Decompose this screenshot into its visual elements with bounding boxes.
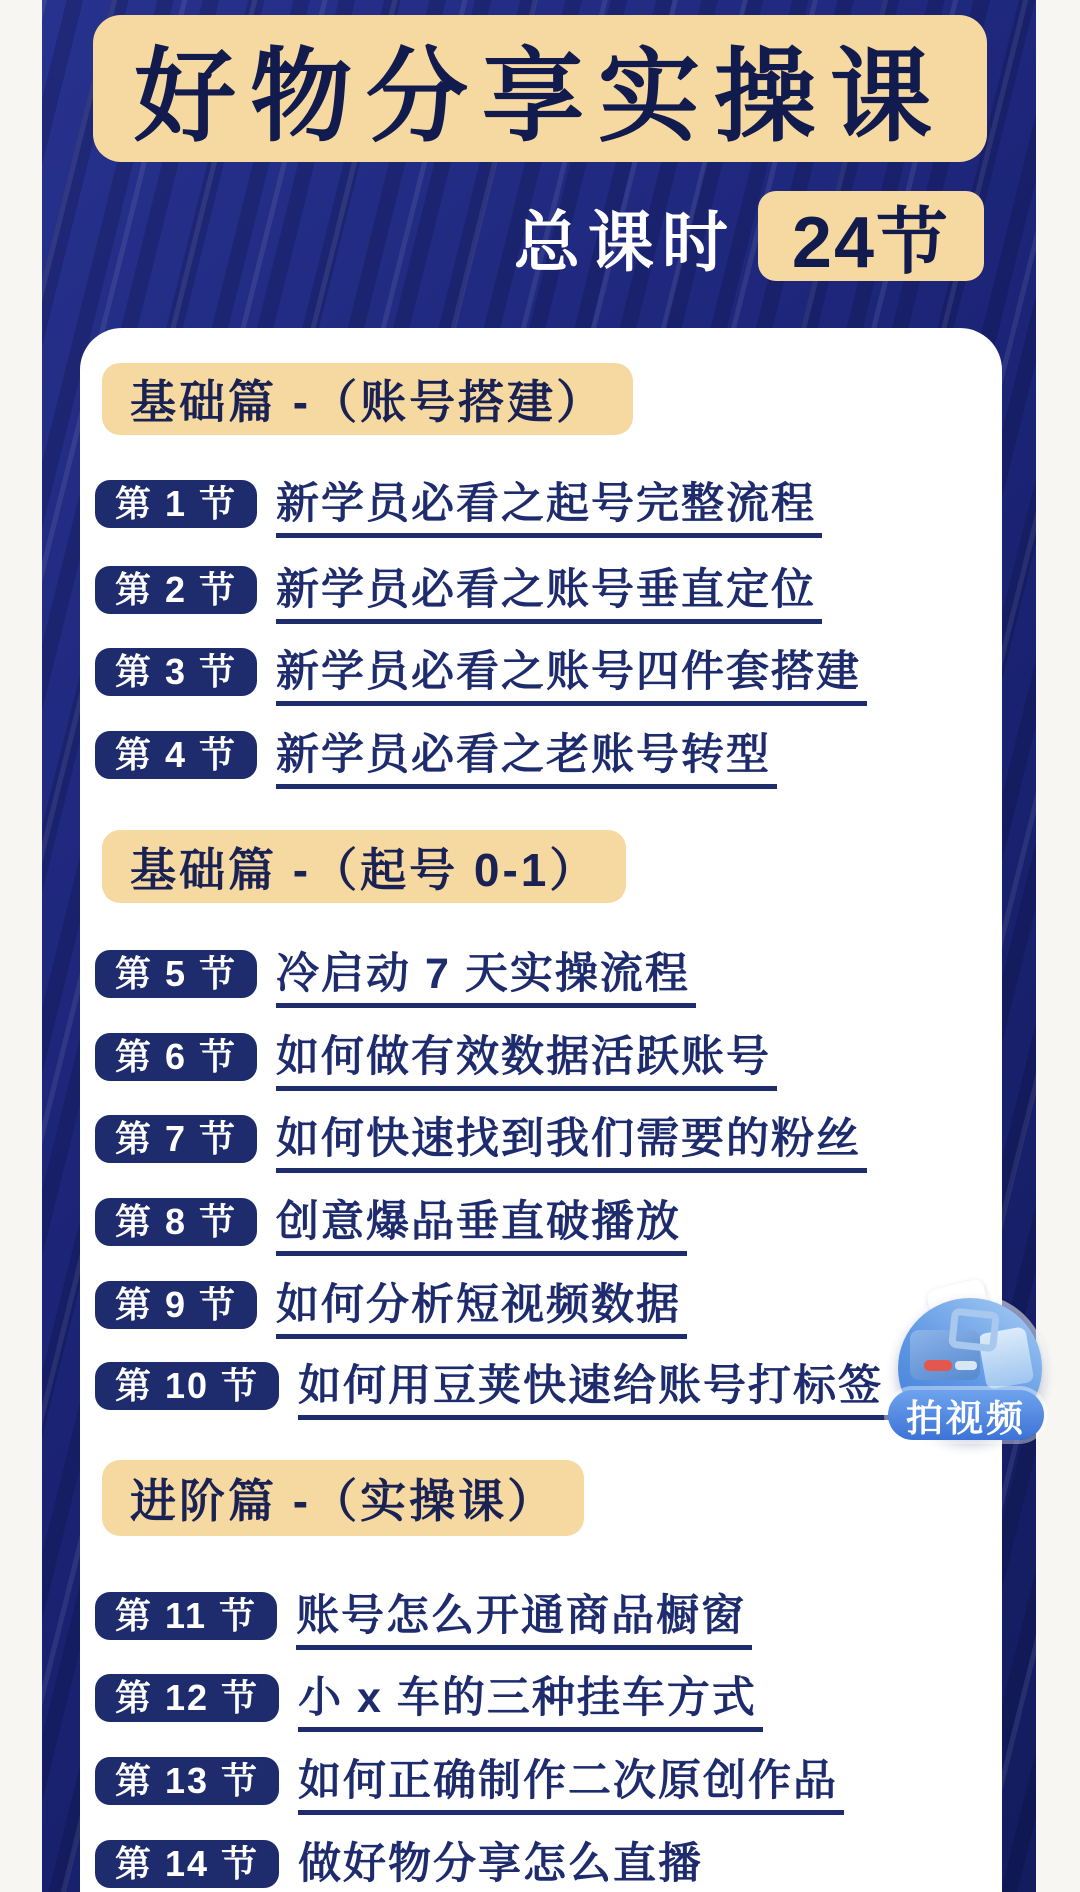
lesson-number-badge: 第 8 节 [95, 1198, 257, 1246]
left-gutter [0, 0, 42, 1892]
course-title-box [93, 15, 987, 162]
lesson-number-badge: 第 13 节 [95, 1757, 279, 1805]
lesson-title: 如何快速找到我们需要的粉丝 [276, 1115, 867, 1173]
lesson-title: 新学员必看之起号完整流程 [276, 480, 822, 538]
course-title: 好物分享实操课 [134, 39, 946, 154]
bag-logo-shape [924, 1360, 952, 1371]
course-card [80, 328, 1002, 1892]
lesson-title: 创意爆品垂直破播放 [276, 1198, 687, 1256]
section-heading-basics-account [102, 363, 633, 435]
lesson-title: 新学员必看之老账号转型 [276, 731, 777, 789]
lesson-row [95, 950, 696, 1008]
lesson-row [95, 1592, 752, 1650]
lesson-row [95, 1757, 844, 1815]
lesson-title: 如何正确制作二次原创作品 [298, 1757, 844, 1815]
lesson-row [95, 480, 822, 538]
right-gutter [1036, 0, 1080, 1892]
lesson-number-badge: 第 14 节 [95, 1840, 279, 1888]
lesson-row [95, 1115, 867, 1173]
lesson-title: 如何用豆荚快速给账号打标签 [298, 1362, 889, 1420]
bag-handle-shape [948, 1308, 1000, 1353]
lesson-number-badge: 第 2 节 [95, 566, 257, 614]
poster-background [42, 0, 1036, 1892]
total-lessons-label: 总课时 [513, 204, 736, 279]
lesson-number-badge: 第 5 节 [95, 950, 257, 998]
shoot-video-label-pill[interactable] [888, 1390, 1044, 1440]
lesson-title: 做好物分享怎么直播 [298, 1840, 709, 1892]
lesson-row [95, 566, 822, 624]
total-lessons-badge [758, 191, 984, 281]
lesson-row [95, 1362, 889, 1420]
lesson-number-badge: 第 6 节 [95, 1033, 257, 1081]
lesson-row [95, 648, 867, 706]
total-lessons-value: 24节 [791, 203, 950, 283]
lesson-number-badge: 第 1 节 [95, 480, 257, 528]
lesson-title: 冷启动 7 天实操流程 [276, 950, 696, 1008]
lesson-title: 新学员必看之账号垂直定位 [276, 566, 822, 624]
section-heading-label: 基础篇 -（起号 0-1） [130, 843, 599, 896]
lesson-title: 小 x 车的三种挂车方式 [298, 1674, 763, 1732]
lesson-title: 新学员必看之账号四件套搭建 [276, 648, 867, 706]
lesson-row [95, 1674, 763, 1732]
lesson-row [95, 1281, 687, 1339]
shoot-video-button[interactable] [888, 1284, 1048, 1444]
section-heading-label: 进阶篇 -（实操课） [130, 1475, 557, 1527]
lesson-row [95, 731, 777, 789]
lesson-title: 账号怎么开通商品橱窗 [296, 1592, 752, 1650]
lesson-number-badge: 第 12 节 [95, 1674, 279, 1722]
section-heading-label: 基础篇 -（账号搭建） [130, 376, 606, 428]
lesson-number-badge: 第 4 节 [95, 731, 257, 779]
lesson-number-badge: 第 9 节 [95, 1281, 257, 1329]
lesson-number-badge: 第 11 节 [95, 1592, 277, 1640]
lesson-title: 如何分析短视频数据 [276, 1281, 687, 1339]
bag-label-shape [955, 1361, 977, 1370]
lesson-number-badge: 第 3 节 [95, 648, 257, 696]
lesson-row [95, 1033, 777, 1091]
lesson-number-badge: 第 10 节 [95, 1362, 279, 1410]
lesson-row [95, 1198, 687, 1256]
shoot-video-label: 拍视频 [906, 1398, 1026, 1439]
section-heading-basics-startup [102, 830, 626, 903]
lesson-row [95, 1840, 709, 1892]
section-heading-advanced [102, 1460, 584, 1536]
lesson-title: 如何做有效数据活跃账号 [276, 1033, 777, 1091]
total-lessons-row [514, 190, 984, 282]
lesson-number-badge: 第 7 节 [95, 1115, 257, 1163]
